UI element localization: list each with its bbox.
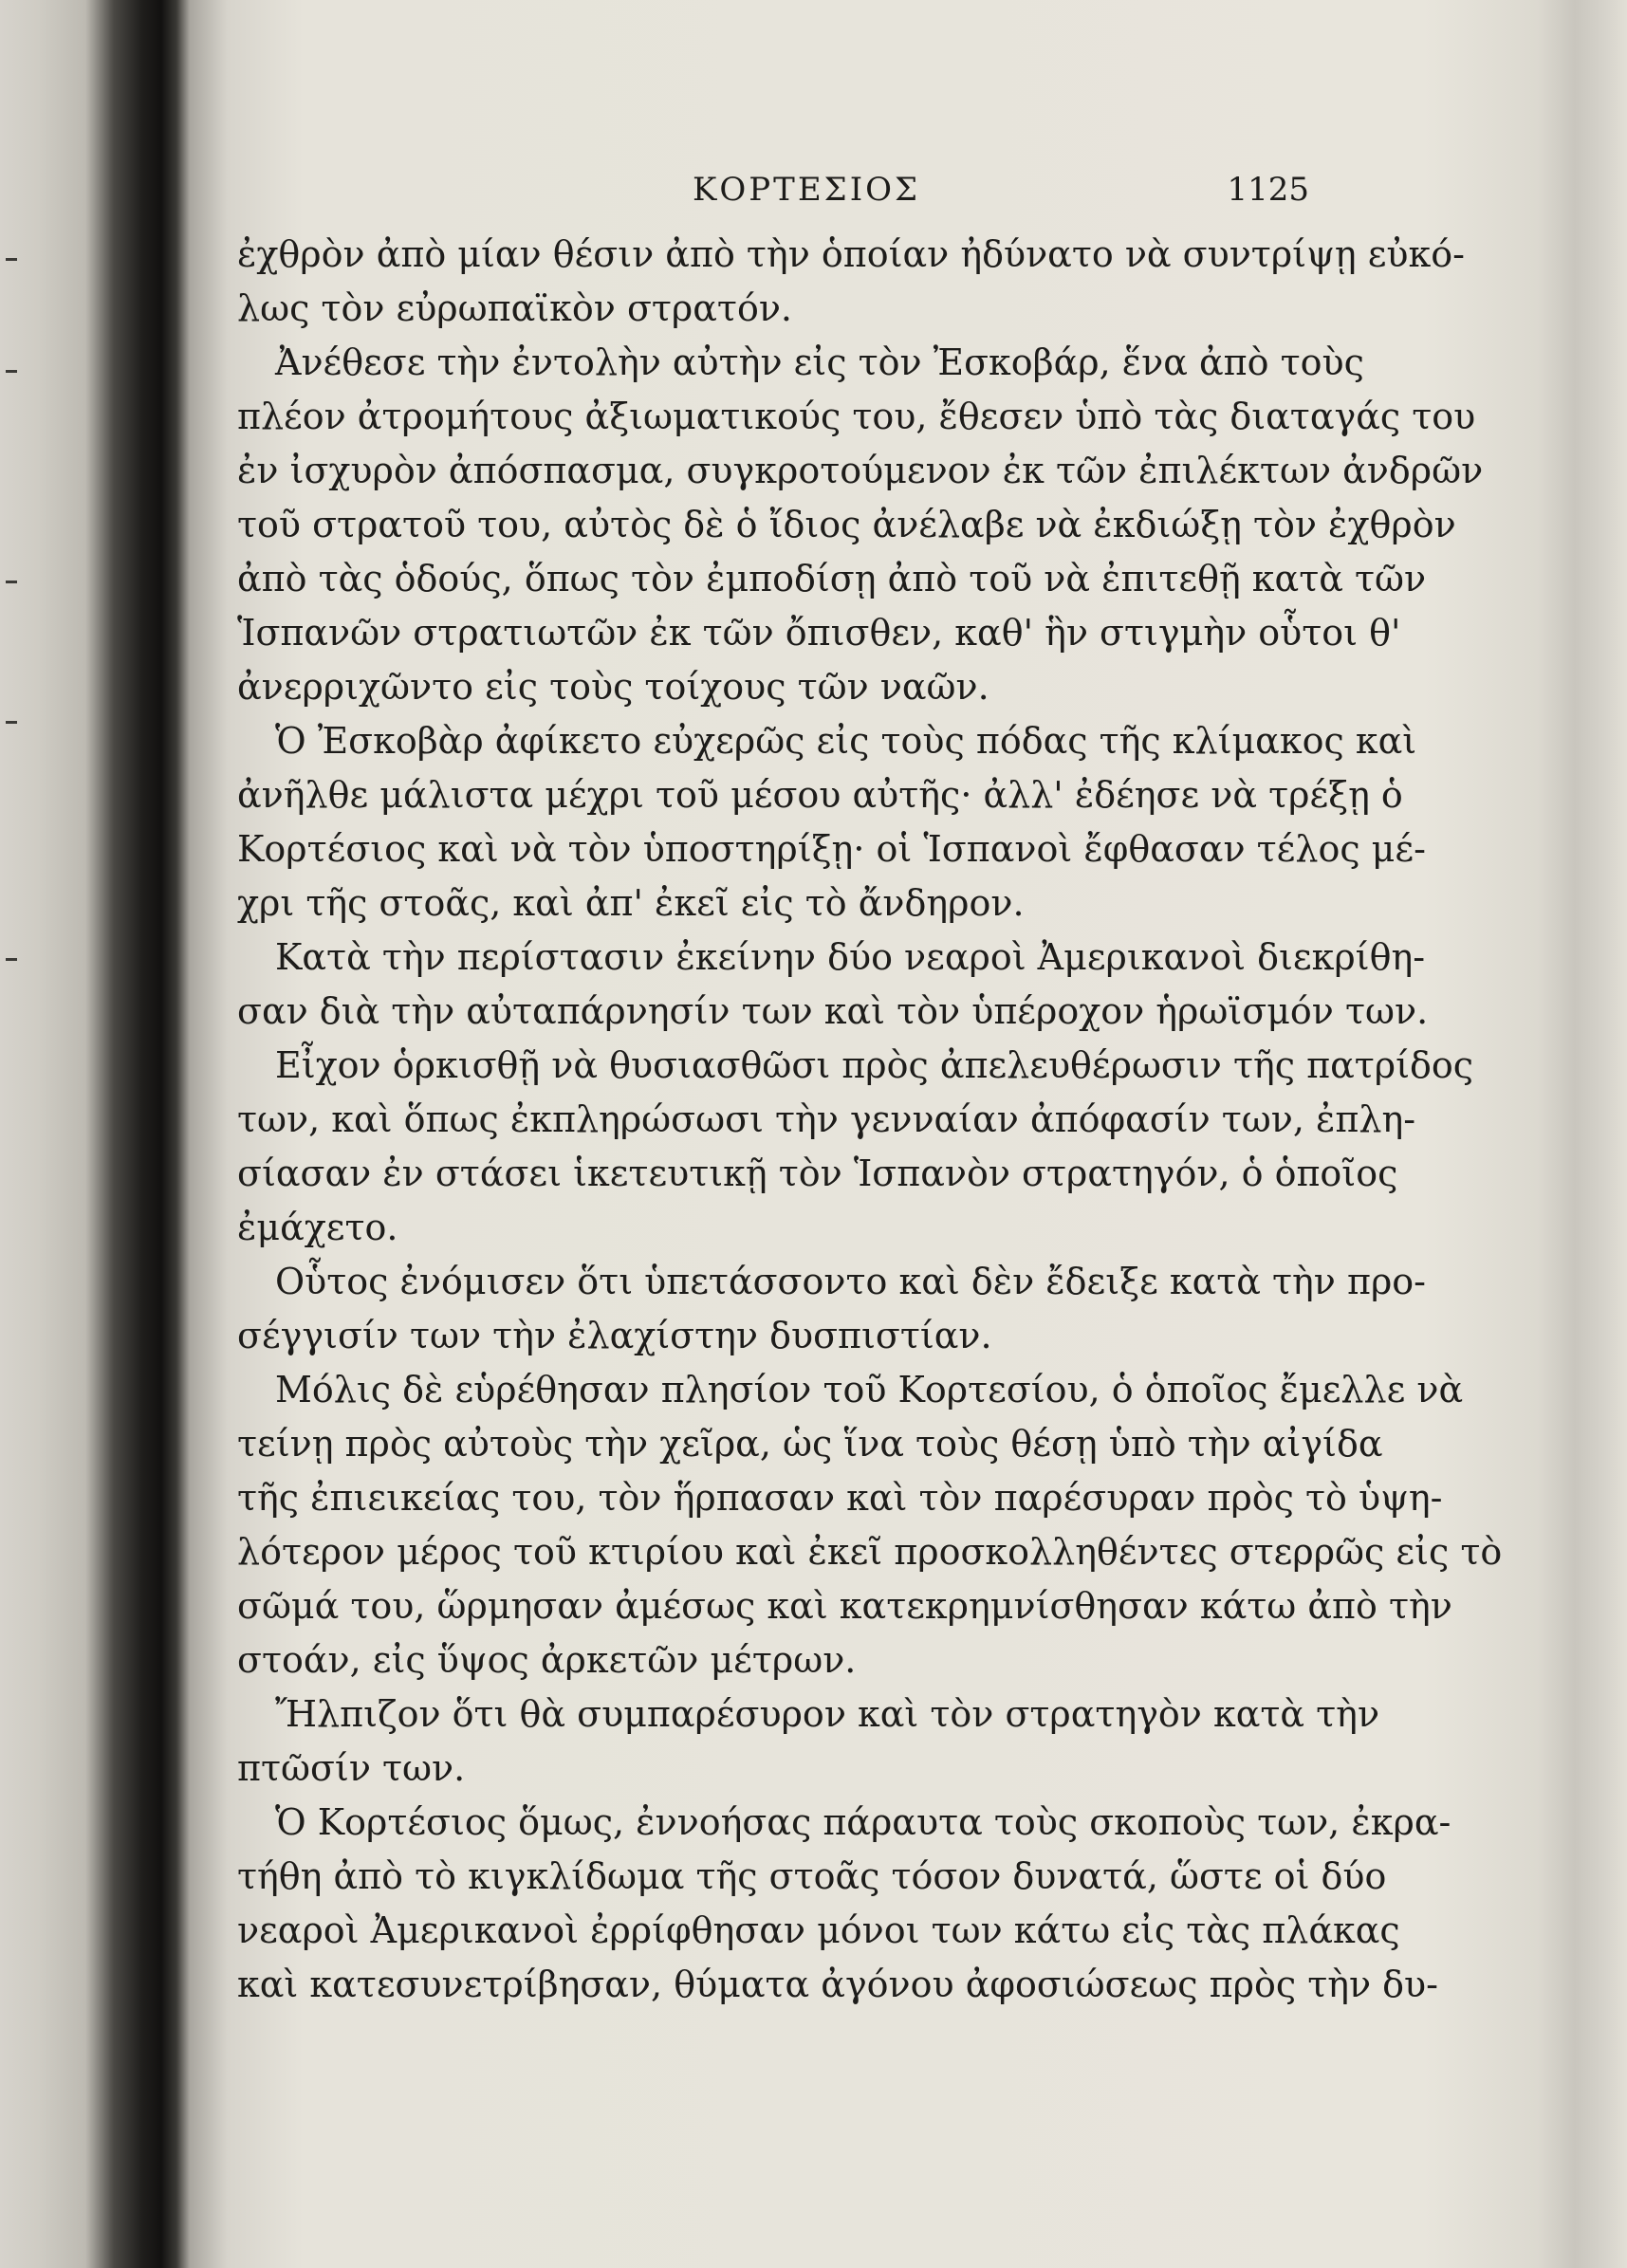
text-line: Κορτέσιος καὶ νὰ τὸν ὑποστηρίξῃ· οἱ Ἱσπανοὶ ἔφθασαν τέλος μέ- <box>237 828 1426 870</box>
text-line: ἀπὸ τὰς ὁδούς, ὅπως τὸν ἐμποδίσῃ ἀπὸ τοῦ νὰ ἐπιτεθῇ κατὰ τῶν <box>237 558 1427 599</box>
text-line: τῆς ἐπιεικείας του, τὸν ἥρπασαν καὶ τὸν παρέσυραν πρὸς τὸ ὑψη- <box>237 1477 1443 1519</box>
text-line: ἀνῆλθε μάλιστα μέχρι τοῦ μέσου αὐτῆς· ἀλλ' ἐδέησε νὰ τρέξῃ ὁ <box>237 774 1403 816</box>
page-number: 1125 <box>1227 171 1309 209</box>
text-line: ἀνερριχῶντο εἰς τοὺς τοίχους τῶν ναῶν. <box>237 666 989 708</box>
text-line: ἐν ἰσχυρὸν ἀπόσπασμα, συγκροτούμενον ἐκ τῶν ἐπιλέκτων ἀνδρῶν <box>237 450 1484 491</box>
text-line: Ἀνέθεσε τὴν ἐντολὴν αὐτὴν εἰς τὸν Ἐσκοβάρ, ἕνα ἀπὸ τοὺς <box>275 341 1364 383</box>
text-line: λότερον μέρος τοῦ κτιρίου καὶ ἐκεῖ προσκολληθέντες στερρῶς εἰς τὸ <box>237 1531 1503 1573</box>
text-line: Μόλις δὲ εὑρέθησαν πλησίον τοῦ Κορτεσίου, ὁ ὁποῖος ἔμελλε νὰ <box>275 1369 1464 1411</box>
text-line: Ἱσπανῶν στρατιωτῶν ἐκ τῶν ὄπισθεν, καθ' ἣν στιγμὴν οὗτοι θ' <box>237 612 1401 654</box>
text-line: Ἤλπιζον ὅτι θὰ συμπαρέσυρον καὶ τὸν στρατηγὸν κατὰ τὴν <box>275 1693 1380 1735</box>
text-line: καὶ κατεσυνετρίβησαν, θύματα ἀγόνου ἀφοσιώσεως πρὸς τὴν δυ- <box>237 1964 1438 2005</box>
text-line: ἐχθρὸν ἀπὸ μίαν θέσιν ἀπὸ τὴν ὁποίαν ἠδύνατο νὰ συντρίψῃ εὐκό- <box>237 233 1465 275</box>
text-line: ἐμάχετο. <box>237 1207 398 1248</box>
text-line: Ὁ Ἐσκοβὰρ ἀφίκετο εὐχερῶς εἰς τοὺς πόδας τῆς κλίμακος καὶ <box>275 720 1417 762</box>
text-line: σέγγισίν των τὴν ἐλαχίστην δυσπιστίαν. <box>237 1315 992 1356</box>
text-line: των, καὶ ὅπως ἐκπληρώσωσι τὴν γενναίαν ἀπόφασίν των, ἐπλη- <box>237 1098 1416 1140</box>
text-line: χρι τῆς στοᾶς, καὶ ἀπ' ἐκεῖ εἰς τὸ ἄνδηρον. <box>237 882 1025 924</box>
text-line: πτῶσίν των. <box>237 1747 466 1789</box>
text-line: στοάν, εἰς ὕψος ἀρκετῶν μέτρων. <box>237 1639 857 1681</box>
text-line: λως τὸν εὐρωπαϊκὸν στρατόν. <box>237 287 793 329</box>
text-line: Οὗτος ἐνόμισεν ὅτι ὑπετάσσοντο καὶ δὲν ἔδειξε κατὰ τὴν προ- <box>275 1261 1427 1302</box>
gutter-marks <box>0 0 38 2268</box>
text-line: Εἶχον ὁρκισθῇ νὰ θυσιασθῶσι πρὸς ἀπελευθέρωσιν τῆς πατρίδος <box>275 1044 1474 1086</box>
text-line: τήθη ἀπὸ τὸ κιγκλίδωμα τῆς στοᾶς τόσον δυνατά, ὥστε οἱ δύο <box>237 1855 1387 1897</box>
text-line: σαν διὰ τὴν αὐταπάρνησίν των καὶ τὸν ὑπέροχον ἡρωϊσμόν των. <box>237 990 1429 1032</box>
text-line: σίασαν ἐν στάσει ἱκετευτικῇ τὸν Ἱσπανὸν στρατηγόν, ὁ ὁποῖος <box>237 1152 1398 1194</box>
text-line: πλέον ἀτρομήτους ἀξιωματικούς του, ἔθεσεν ὑπὸ τὰς διαταγάς του <box>237 396 1476 437</box>
text-line: σῶμά του, ὥρμησαν ἀμέσως καὶ κατεκρημνίσθησαν κάτω ἀπὸ τὴν <box>237 1585 1452 1627</box>
body-text <box>237 228 1503 2012</box>
running-head <box>237 161 1319 228</box>
text-line: τοῦ στρατοῦ του, αὐτὸς δὲ ὁ ἴδιος ἀνέλαβε νὰ ἐκδιώξῃ τὸν ἐχθρὸν <box>237 504 1456 545</box>
running-title: ΚΟΡΤΕΣΙΟΣ <box>693 171 921 209</box>
text-line: Κατὰ τὴν περίστασιν ἐκείνην δύο νεαροὶ Ἀμερικανοὶ διεκρίθη- <box>275 936 1426 978</box>
text-line: Ὁ Κορτέσιος ὅμως, ἐννοήσας πάραυτα τοὺς σκοποὺς των, ἐκρα- <box>275 1801 1451 1843</box>
text-line: τείνῃ πρὸς αὐτοὺς τὴν χεῖρα, ὡς ἵνα τοὺς θέσῃ ὑπὸ τὴν αἰγίδα <box>237 1423 1383 1465</box>
book-page <box>237 161 1503 2172</box>
text-line: νεαροὶ Ἀμερικανοὶ ἐρρίφθησαν μόνοι των κάτω εἰς τὰς πλάκας <box>237 1909 1400 1951</box>
